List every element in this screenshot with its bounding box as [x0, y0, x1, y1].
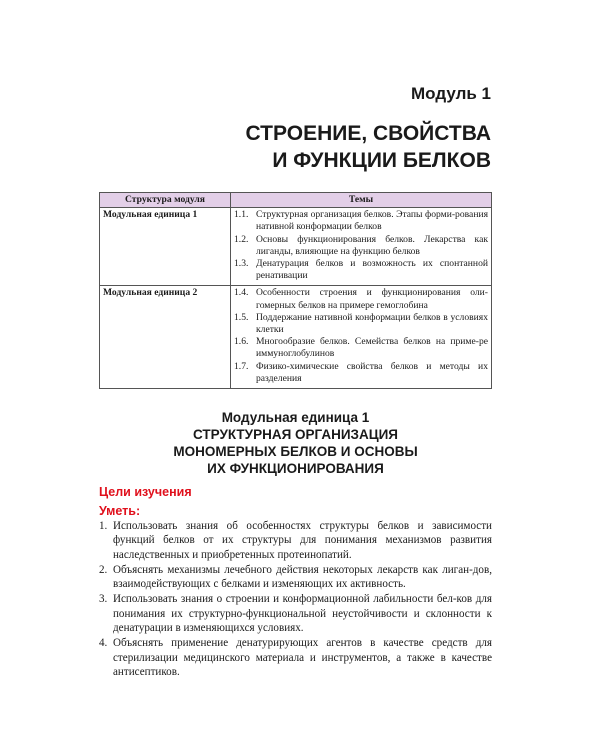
topic-number: 1.1. — [234, 209, 249, 221]
module-structure-table — [99, 192, 492, 389]
header-topics: Темы — [231, 193, 492, 208]
aim-text: Использовать знания об особенностях структуры белков и зависимости функций белков от их структуры для понимания механизмов развития наследственных и приобретенных протеинопатий. — [113, 520, 492, 561]
header-structure: Структура модуля — [100, 193, 231, 208]
topic-text: Структурная организация белков. Этапы форми-рования нативной конформации белков — [256, 209, 488, 233]
list-item — [99, 592, 492, 635]
list-item — [99, 563, 492, 592]
topic-item — [234, 258, 488, 282]
topic-item — [234, 336, 488, 360]
aim-number: 4. — [99, 637, 108, 650]
topics-cell — [231, 208, 492, 286]
unit-heading-line-3: МОНОМЕРНЫХ БЕЛКОВ И ОСНОВЫ — [173, 444, 418, 459]
table-header-row — [100, 193, 492, 208]
topic-number: 1.5. — [234, 311, 249, 323]
topic-item — [234, 287, 488, 311]
aim-text: Объяснять применение денатурирующих агентов в качестве средств для стерилизации медицинского материала и инструментов, а также в качестве антисептиков. — [113, 637, 492, 678]
unit-cell: Модульная единица 2 — [100, 286, 231, 389]
topic-number: 1.7. — [234, 360, 249, 372]
aims-list — [99, 519, 492, 680]
umet-label: Уметь: — [99, 504, 141, 518]
list-item — [99, 636, 492, 679]
unit-heading-line-2: СТРУКТУРНАЯ ОРГАНИЗАЦИЯ — [192, 427, 399, 442]
table-row — [100, 208, 492, 286]
aim-number: 2. — [99, 563, 108, 576]
topic-text: Многообразие белков. Семейства белков на приме-ре иммуноглобулинов — [256, 336, 488, 360]
module-title-line-1: СТРОЕНИЕ, СВОЙСТВА — [245, 122, 491, 145]
topic-item — [234, 209, 488, 233]
topic-text: Денатурация белков и возможность их спонтанной ренативации — [256, 258, 488, 282]
module-title — [100, 120, 491, 174]
unit-heading — [100, 409, 491, 477]
aim-text: Использовать знания о строении и конформационной лабильности бел-ков для понимания их структурно-функциональной неустойчивости и склонности к денатурации в изменяющихся условиях. — [113, 593, 492, 635]
aim-number: 1. — [99, 520, 108, 532]
topic-number: 1.2. — [234, 233, 249, 245]
goals-label: Цели изучения — [99, 485, 192, 499]
unit-heading-line-1: Модульная единица 1 — [221, 410, 370, 425]
topic-item — [234, 234, 488, 258]
topic-number: 1.6. — [234, 336, 249, 348]
topics-cell — [231, 286, 492, 389]
module-label: Модуль 1 — [411, 84, 491, 103]
topic-number: 1.4. — [234, 287, 249, 299]
unit-cell: Модульная единица 1 — [100, 208, 231, 286]
topic-text: Физико-химические свойства белков и методы их разделения — [256, 360, 488, 384]
list-item — [99, 519, 492, 562]
topic-item — [234, 312, 488, 336]
table-row — [100, 286, 492, 389]
topic-text: Особенности строения и функционирования оли-гомерных белков на примере гемоглобина — [256, 287, 488, 311]
topic-text: Основы функционирования белков. Лекарства как лиганды, влияющие на функцию белков — [256, 233, 488, 257]
aim-text: Объяснять механизмы лечебного действия некоторых лекарств как лиган-дов, взаимодействующих с белками и изменяющих их активность. — [113, 563, 492, 591]
topic-number: 1.3. — [234, 258, 249, 270]
module-title-line-2: И ФУНКЦИИ БЕЛКОВ — [272, 149, 491, 172]
aim-number: 3. — [99, 593, 108, 606]
topic-text: Поддержание нативной конформации белков в условиях клетки — [256, 311, 488, 336]
unit-heading-line-4: ИХ ФУНКЦИОНИРОВАНИЯ — [207, 461, 384, 476]
topic-item — [234, 361, 488, 385]
